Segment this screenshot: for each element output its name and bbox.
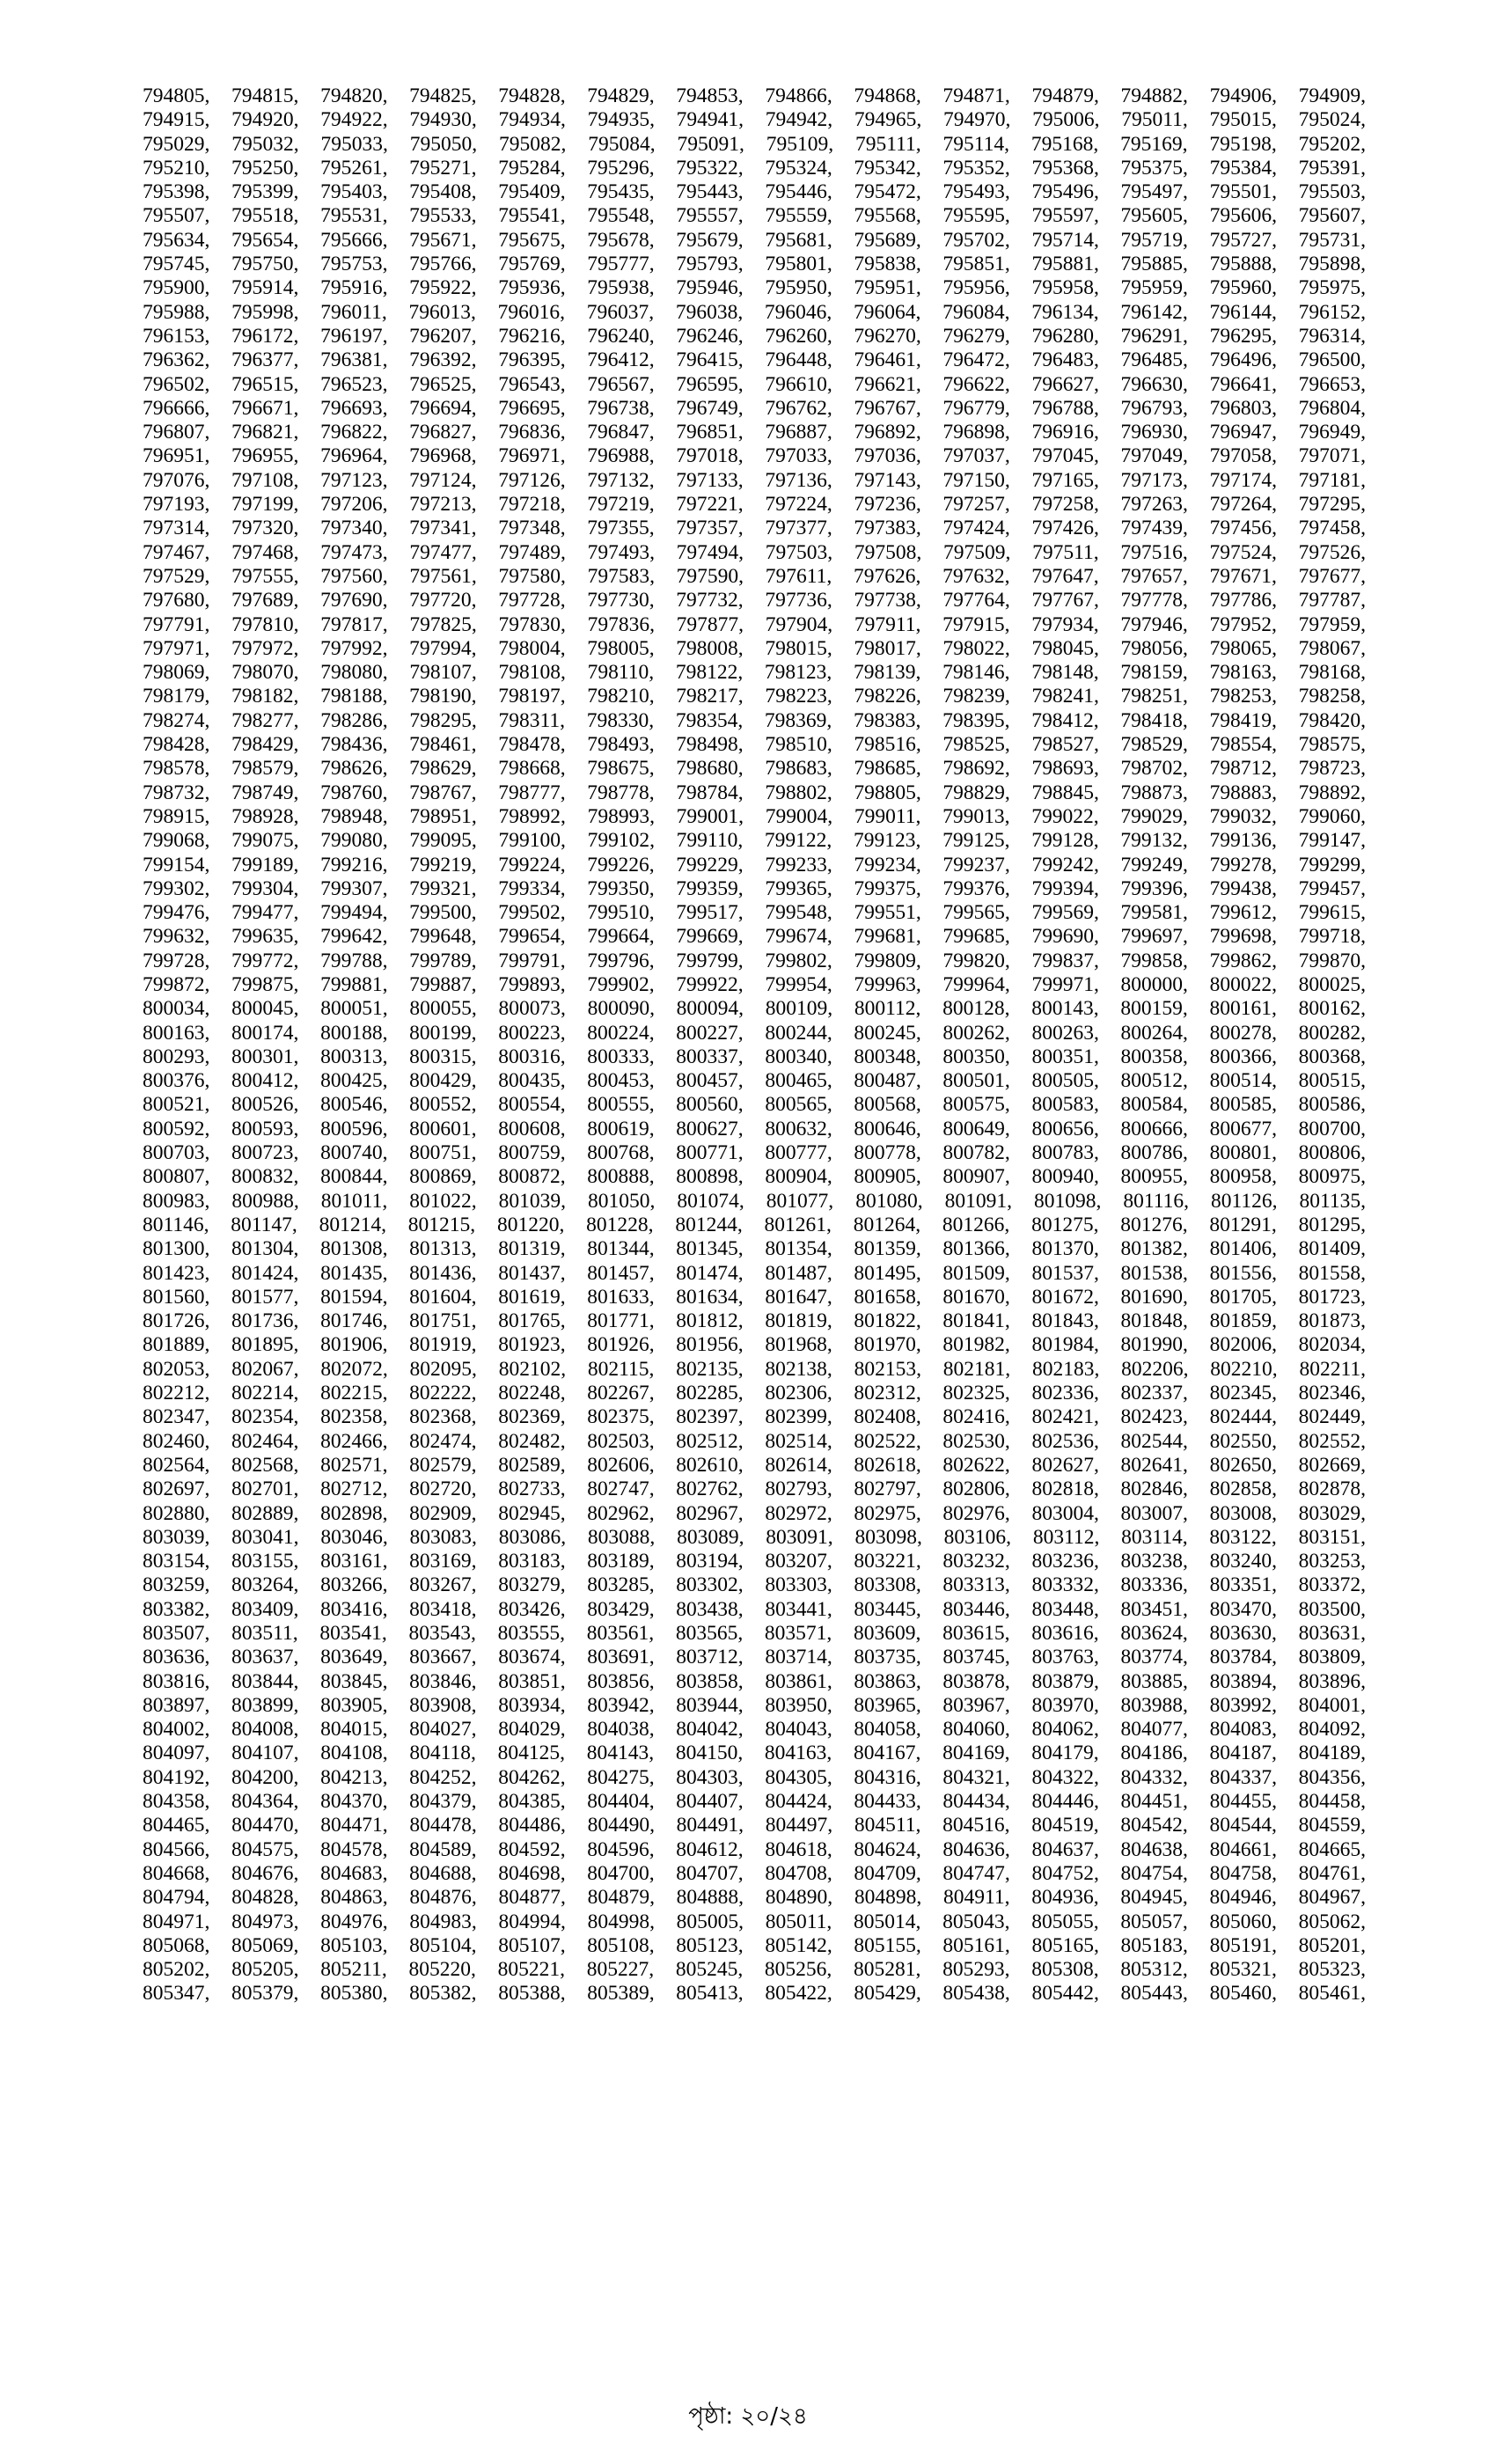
- number-line: 796666, 796671, 796693, 796694, 796695, 796738, 796749, 796762, 796767, 796779, 796788, 796793, 796803, 796804,: [143, 396, 1366, 420]
- number-line: 803897, 803899, 803905, 803908, 803934, 803942, 803944, 803950, 803965, 803967, 803970, 803988, 803992, 804001,: [143, 1693, 1366, 1717]
- number-line: 796807, 796821, 796822, 796827, 796836, 796847, 796851, 796887, 796892, 796898, 796916, 796930, 796947, 796949,: [143, 421, 1366, 444]
- number-line: 800703, 800723, 800740, 800751, 800759, 800768, 800771, 800777, 800778, 800782, 800783, 800786, 800801, 800806,: [143, 1141, 1366, 1165]
- number-line: 804465, 804470, 804471, 804478, 804486, 804490, 804491, 804497, 804511, 804516, 804519, 804542, 804544, 804559,: [143, 1814, 1366, 1837]
- number-line: 798274, 798277, 798286, 798295, 798311, 798330, 798354, 798369, 798383, 798395, 798412, 798418, 798419, 798420,: [143, 708, 1366, 732]
- number-line: 804668, 804676, 804683, 804688, 804698, 804700, 804707, 804708, 804709, 804747, 804752, 804754, 804758, 804761,: [143, 1861, 1366, 1885]
- number-line: 801146, 801147, 801214, 801215, 801220, 801228, 801244, 801261, 801264, 801266, 801275, 801276, 801291, 801295,: [143, 1213, 1366, 1236]
- number-line: 805347, 805379, 805380, 805382, 805388, 805389, 805413, 805422, 805429, 805438, 805442, 805443, 805460, 805461,: [143, 1982, 1366, 2006]
- number-line: 795507, 795518, 795531, 795533, 795541, 795548, 795557, 795559, 795568, 795595, 795597, 795605, 795606, 795607,: [143, 204, 1366, 228]
- number-line: 801560, 801577, 801594, 801604, 801619, 801633, 801634, 801647, 801658, 801670, 801672, 801690, 801705, 801723,: [143, 1285, 1366, 1309]
- number-line: 795398, 795399, 795403, 795408, 795409, 795435, 795443, 795446, 795472, 795493, 795496, 795497, 795501, 795503,: [143, 180, 1366, 204]
- number-line: 799302, 799304, 799307, 799321, 799334, 799350, 799359, 799365, 799375, 799376, 799394, 799396, 799438, 799457,: [143, 876, 1366, 900]
- number-line: 797680, 797689, 797690, 797720, 797728, 797730, 797732, 797736, 797738, 797764, 797767, 797778, 797786, 797787,: [143, 589, 1366, 612]
- number-line: 802460, 802464, 802466, 802474, 802482, 802503, 802512, 802514, 802522, 802530, 802536, 802544, 802550, 802552,: [143, 1429, 1366, 1453]
- number-line: 799068, 799075, 799080, 799095, 799100, 799102, 799110, 799122, 799123, 799125, 799128, 799132, 799136, 799147,: [143, 829, 1366, 853]
- number-line: 797971, 797972, 797992, 797994, 798004, 798005, 798008, 798015, 798017, 798022, 798045, 798056, 798065, 798067,: [143, 636, 1366, 660]
- number-line: 799872, 799875, 799881, 799887, 799893, 799902, 799922, 799954, 799963, 799964, 799971, 800000, 800022, 800025,: [143, 972, 1366, 996]
- number-line: 800163, 800174, 800188, 800199, 800223, 800224, 800227, 800244, 800245, 800262, 800263, 800264, 800278, 800282,: [143, 1021, 1366, 1045]
- number-line: 797529, 797555, 797560, 797561, 797580, 797583, 797590, 797611, 797626, 797632, 797647, 797657, 797671, 797677,: [143, 564, 1366, 588]
- number-line: 804794, 804828, 804863, 804876, 804877, 804879, 804888, 804890, 804898, 804911, 804936, 804945, 804946, 804967,: [143, 1886, 1366, 1910]
- number-line: 800034, 800045, 800051, 800055, 800073, 800090, 800094, 800109, 800112, 800128, 800143, 800159, 800161, 800162,: [143, 997, 1366, 1021]
- number-line: 804002, 804008, 804015, 804027, 804029, 804038, 804042, 804043, 804058, 804060, 804062, 804077, 804083, 804092,: [143, 1718, 1366, 1742]
- number-line: 803154, 803155, 803161, 803169, 803183, 803189, 803194, 803207, 803221, 803232, 803236, 803238, 803240, 803253,: [143, 1550, 1366, 1573]
- number-line: 797467, 797468, 797473, 797477, 797489, 797493, 797494, 797503, 797508, 797509, 797511, 797516, 797524, 797526,: [143, 540, 1366, 564]
- number-line: 804358, 804364, 804370, 804379, 804385, 804404, 804407, 804424, 804433, 804434, 804446, 804451, 804455, 804458,: [143, 1790, 1366, 1814]
- number-line: 795900, 795914, 795916, 795922, 795936, 795938, 795946, 795950, 795951, 795956, 795958, 795959, 795960, 795975,: [143, 276, 1366, 300]
- number-line: 799476, 799477, 799494, 799500, 799502, 799510, 799517, 799548, 799551, 799565, 799569, 799581, 799612, 799615,: [143, 901, 1366, 925]
- number-line: 801423, 801424, 801435, 801436, 801437, 801457, 801474, 801487, 801495, 801509, 801537, 801538, 801556, 801558,: [143, 1261, 1366, 1285]
- number-line: 800521, 800526, 800546, 800552, 800554, 800555, 800560, 800565, 800568, 800575, 800583, 800584, 800585, 800586,: [143, 1093, 1366, 1117]
- number-line: 803816, 803844, 803845, 803846, 803851, 803856, 803858, 803861, 803863, 803878, 803879, 803885, 803894, 803896,: [143, 1669, 1366, 1693]
- number-line: 800983, 800988, 801011, 801022, 801039, 801050, 801074, 801077, 801080, 801091, 801098, 801116, 801126, 801135,: [143, 1189, 1366, 1213]
- number-line: 803039, 803041, 803046, 803083, 803086, 803088, 803089, 803091, 803098, 803106, 803112, 803114, 803122, 803151,: [143, 1525, 1366, 1549]
- number-line: 798732, 798749, 798760, 798767, 798777, 798778, 798784, 798802, 798805, 798829, 798845, 798873, 798883, 798892,: [143, 781, 1366, 804]
- number-line: 802564, 802568, 802571, 802579, 802589, 802606, 802610, 802614, 802618, 802622, 802627, 802641, 802650, 802669,: [143, 1453, 1366, 1477]
- number-line: 802053, 802067, 802072, 802095, 802102, 802115, 802135, 802138, 802153, 802181, 802183, 802206, 802210, 802211,: [143, 1357, 1366, 1381]
- number-line: 804192, 804200, 804213, 804252, 804262, 804275, 804303, 804305, 804316, 804321, 804322, 804332, 804337, 804356,: [143, 1765, 1366, 1789]
- number-line: 805068, 805069, 805103, 805104, 805107, 805108, 805123, 805142, 805155, 805161, 805165, 805183, 805191, 805201,: [143, 1933, 1366, 1957]
- roll-number-list: [143, 84, 1366, 2006]
- number-line: 801889, 801895, 801906, 801919, 801923, 801926, 801956, 801968, 801970, 801982, 801984, 801990, 802006, 802034,: [143, 1333, 1366, 1357]
- page-number-footer: পৃষ্ঠা: ২০/২৪: [688, 2403, 808, 2430]
- number-line: 796153, 796172, 796197, 796207, 796216, 796240, 796246, 796260, 796270, 796279, 796280, 796291, 796295, 796314,: [143, 324, 1366, 348]
- number-line: 802212, 802214, 802215, 802222, 802248, 802267, 802285, 802306, 802312, 802325, 802336, 802337, 802345, 802346,: [143, 1382, 1366, 1405]
- number-line: 797314, 797320, 797340, 797341, 797348, 797355, 797357, 797377, 797383, 797424, 797426, 797439, 797456, 797458,: [143, 517, 1366, 540]
- number-line: 796951, 796955, 796964, 796968, 796971, 796988, 797018, 797033, 797036, 797037, 797045, 797049, 797058, 797071,: [143, 444, 1366, 468]
- number-line: 805202, 805205, 805211, 805220, 805221, 805227, 805245, 805256, 805281, 805293, 805308, 805312, 805321, 805323,: [143, 1958, 1366, 1982]
- number-line: 803382, 803409, 803416, 803418, 803426, 803429, 803438, 803441, 803445, 803446, 803448, 803451, 803470, 803500,: [143, 1597, 1366, 1621]
- number-line: 798915, 798928, 798948, 798951, 798992, 798993, 799001, 799004, 799011, 799013, 799022, 799029, 799032, 799060,: [143, 804, 1366, 828]
- number-line: 801726, 801736, 801746, 801751, 801765, 801771, 801812, 801819, 801822, 801841, 801843, 801848, 801859, 801873,: [143, 1309, 1366, 1333]
- number-line: 804971, 804973, 804976, 804983, 804994, 804998, 805005, 805011, 805014, 805043, 805055, 805057, 805060, 805062,: [143, 1910, 1366, 1933]
- number-line: 797076, 797108, 797123, 797124, 797126, 797132, 797133, 797136, 797143, 797150, 797165, 797173, 797174, 797181,: [143, 468, 1366, 492]
- number-line: 799728, 799772, 799788, 799789, 799791, 799796, 799799, 799802, 799809, 799820, 799837, 799858, 799862, 799870,: [143, 949, 1366, 972]
- number-line: 804566, 804575, 804578, 804589, 804592, 804596, 804612, 804618, 804624, 804636, 804637, 804638, 804661, 804665,: [143, 1837, 1366, 1861]
- number-line: 799632, 799635, 799642, 799648, 799654, 799664, 799669, 799674, 799681, 799685, 799690, 799697, 799698, 799718,: [143, 925, 1366, 949]
- number-line: 798069, 798070, 798080, 798107, 798108, 798110, 798122, 798123, 798139, 798146, 798148, 798159, 798163, 798168,: [143, 661, 1366, 685]
- number-line: 802347, 802354, 802358, 802368, 802369, 802375, 802397, 802399, 802408, 802416, 802421, 802423, 802444, 802449,: [143, 1405, 1366, 1429]
- number-line: 803636, 803637, 803649, 803667, 803674, 803691, 803712, 803714, 803735, 803745, 803763, 803774, 803784, 803809,: [143, 1646, 1366, 1669]
- number-line: 798179, 798182, 798188, 798190, 798197, 798210, 798217, 798223, 798226, 798239, 798241, 798251, 798253, 798258,: [143, 685, 1366, 708]
- number-line: 803507, 803511, 803541, 803543, 803555, 803561, 803565, 803571, 803609, 803615, 803616, 803624, 803630, 803631,: [143, 1622, 1366, 1645]
- number-line: 795634, 795654, 795666, 795671, 795675, 795678, 795679, 795681, 795689, 795702, 795714, 795719, 795727, 795731,: [143, 228, 1366, 252]
- number-line: 796362, 796377, 796381, 796392, 796395, 796412, 796415, 796448, 796461, 796472, 796483, 796485, 796496, 796500,: [143, 348, 1366, 372]
- number-line: 800293, 800301, 800313, 800315, 800316, 800333, 800337, 800340, 800348, 800350, 800351, 800358, 800366, 800368,: [143, 1045, 1366, 1068]
- number-line: 797791, 797810, 797817, 797825, 797830, 797836, 797877, 797904, 797911, 797915, 797934, 797946, 797952, 797959,: [143, 612, 1366, 636]
- number-line: 796502, 796515, 796523, 796525, 796543, 796567, 796595, 796610, 796621, 796622, 796627, 796630, 796641, 796653,: [143, 372, 1366, 396]
- number-line: 795745, 795750, 795753, 795766, 795769, 795777, 795793, 795801, 795838, 795851, 795881, 795885, 795888, 795898,: [143, 253, 1366, 276]
- number-line: 795210, 795250, 795261, 795271, 795284, 795296, 795322, 795324, 795342, 795352, 795368, 795375, 795384, 795391,: [143, 156, 1366, 180]
- number-line: 802880, 802889, 802898, 802909, 802945, 802962, 802967, 802972, 802975, 802976, 803004, 803007, 803008, 803029,: [143, 1501, 1366, 1525]
- number-line: 798578, 798579, 798626, 798629, 798668, 798675, 798680, 798683, 798685, 798692, 798693, 798702, 798712, 798723,: [143, 757, 1366, 781]
- number-line: 804097, 804107, 804108, 804118, 804125, 804143, 804150, 804163, 804167, 804169, 804179, 804186, 804187, 804189,: [143, 1742, 1366, 1765]
- number-line: 794805, 794815, 794820, 794825, 794828, 794829, 794853, 794866, 794868, 794871, 794879, 794882, 794906, 794909,: [143, 84, 1366, 107]
- number-line: 797193, 797199, 797206, 797213, 797218, 797219, 797221, 797224, 797236, 797257, 797258, 797263, 797264, 797295,: [143, 493, 1366, 517]
- number-line: 798428, 798429, 798436, 798461, 798478, 798493, 798498, 798510, 798516, 798525, 798527, 798529, 798554, 798575,: [143, 733, 1366, 757]
- number-line: 802697, 802701, 802712, 802720, 802733, 802747, 802762, 802793, 802797, 802806, 802818, 802846, 802858, 802878,: [143, 1478, 1366, 1501]
- number-line: 795988, 795998, 796011, 796013, 796016, 796037, 796038, 796046, 796064, 796084, 796134, 796142, 796144, 796152,: [143, 300, 1366, 324]
- number-line: 795029, 795032, 795033, 795050, 795082, 795084, 795091, 795109, 795111, 795114, 795168, 795169, 795198, 795202,: [143, 132, 1366, 156]
- number-line: 799154, 799189, 799216, 799219, 799224, 799226, 799229, 799233, 799234, 799237, 799242, 799249, 799278, 799299,: [143, 853, 1366, 876]
- number-line: 800376, 800412, 800425, 800429, 800435, 800453, 800457, 800465, 800487, 800501, 800505, 800512, 800514, 800515,: [143, 1069, 1366, 1093]
- number-line: 800592, 800593, 800596, 800601, 800608, 800619, 800627, 800632, 800646, 800649, 800656, 800666, 800677, 800700,: [143, 1117, 1366, 1140]
- number-line: 801300, 801304, 801308, 801313, 801319, 801344, 801345, 801354, 801359, 801366, 801370, 801382, 801406, 801409,: [143, 1237, 1366, 1261]
- number-line: 803259, 803264, 803266, 803267, 803279, 803285, 803302, 803303, 803308, 803313, 803332, 803336, 803351, 803372,: [143, 1573, 1366, 1597]
- number-line: 800807, 800832, 800844, 800869, 800872, 800888, 800898, 800904, 800905, 800907, 800940, 800955, 800958, 800975,: [143, 1165, 1366, 1189]
- number-line: 794915, 794920, 794922, 794930, 794934, 794935, 794941, 794942, 794965, 794970, 795006, 795011, 795015, 795024,: [143, 108, 1366, 132]
